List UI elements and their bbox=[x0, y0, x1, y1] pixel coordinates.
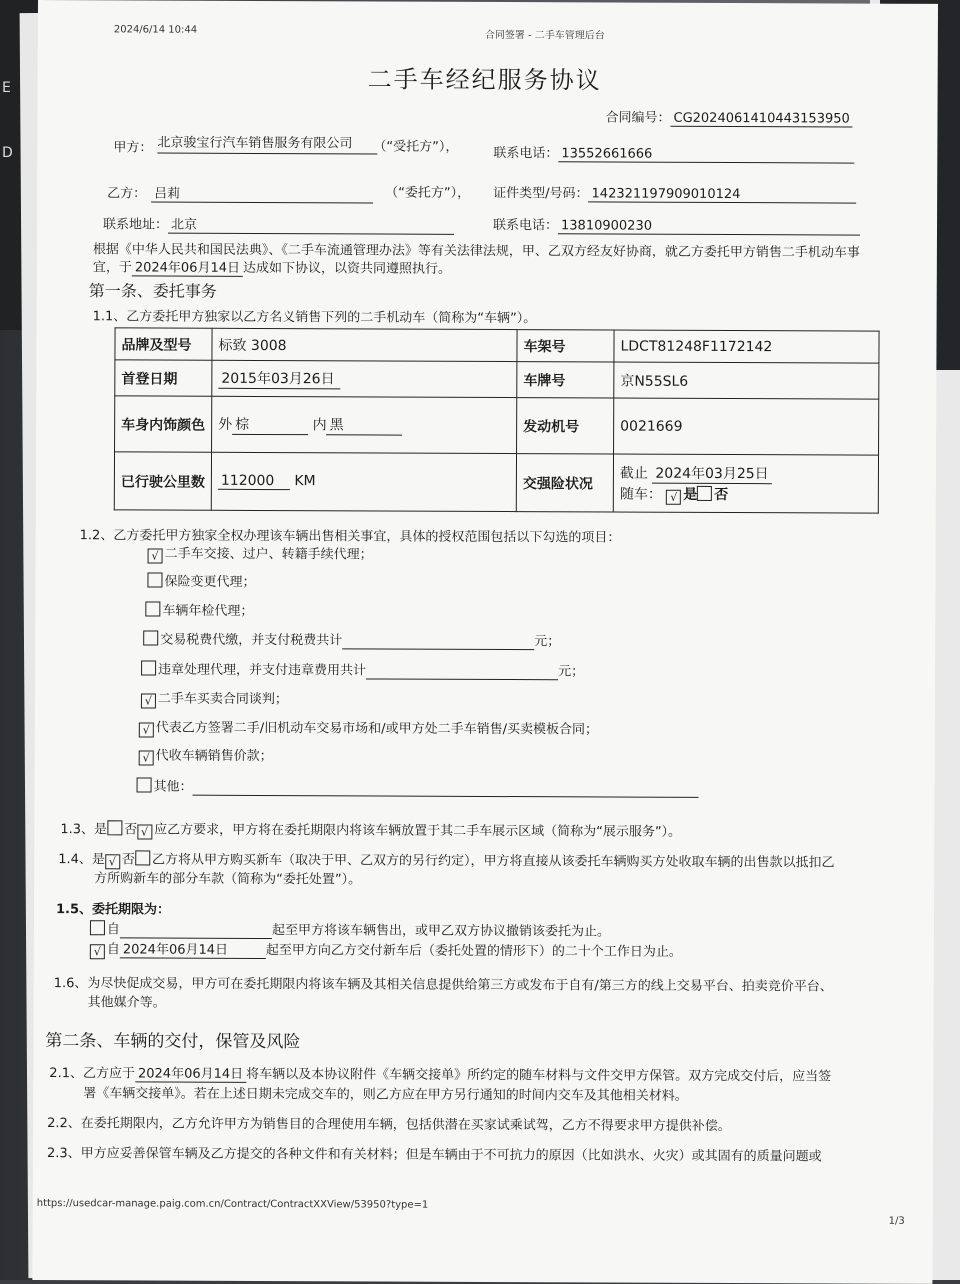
yes-label: 是 bbox=[683, 486, 698, 503]
table-row bbox=[115, 328, 879, 363]
other-field[interactable] bbox=[193, 780, 699, 798]
option-label: 代收车辆销售价款； bbox=[155, 748, 273, 765]
key-d-glyph: D bbox=[2, 145, 13, 161]
checkbox-option[interactable]: √ bbox=[141, 693, 156, 708]
checkbox-option[interactable] bbox=[141, 660, 156, 675]
brand-value: 标致 3008 bbox=[212, 328, 517, 361]
exterior-label: 外 bbox=[218, 416, 233, 433]
address bbox=[103, 213, 454, 235]
insurance-date: 2024年03月25日 bbox=[652, 462, 771, 484]
clause-1-4-line2: 方所购新车的部分车款（简称为“委托处置”）。 bbox=[94, 871, 362, 888]
address-label: 联系地址： bbox=[102, 217, 169, 233]
checkbox-yes[interactable] bbox=[107, 820, 122, 835]
option-label: 车辆年检代理； bbox=[162, 603, 254, 619]
checkbox-option[interactable] bbox=[145, 601, 160, 616]
party-b-id bbox=[493, 182, 856, 204]
tax-amount-field[interactable] bbox=[342, 633, 534, 650]
checkbox-yes[interactable]: √ bbox=[105, 854, 120, 869]
clause-1-5-title: 1.5、委托期限为： bbox=[55, 902, 171, 918]
color-label: 车身内饰颜色 bbox=[115, 396, 212, 452]
print-datetime: 2024/6/14 10:44 bbox=[113, 24, 198, 36]
term-from: 自 bbox=[106, 942, 120, 958]
party-b-label: 乙方： bbox=[107, 186, 147, 202]
party-b-name-wrap bbox=[151, 182, 373, 203]
insurance-with-car bbox=[620, 483, 872, 505]
vin-value: LDCT81248F1172142 bbox=[614, 330, 879, 363]
option-tax bbox=[143, 628, 560, 650]
yes-label: 是 bbox=[91, 852, 105, 868]
article1-title: 第一条、委托事务 bbox=[88, 281, 217, 301]
clause-1-1: 1.1、乙方委托甲方独家以乙方名义销售下列的二手机动车（简称为“车辆”）。 bbox=[92, 309, 537, 327]
checkbox-term[interactable]: √ bbox=[90, 944, 105, 959]
party-b-id-label: 证件类型/号码： bbox=[493, 185, 589, 202]
term-start-field[interactable] bbox=[120, 922, 272, 939]
option-sign-contract bbox=[139, 716, 598, 739]
party-a-role: （“受托方”）， bbox=[373, 139, 459, 155]
table-row bbox=[114, 452, 878, 513]
mileage-cell bbox=[211, 452, 516, 511]
checkbox-yes[interactable]: √ bbox=[666, 489, 681, 504]
clause-1-3 bbox=[60, 818, 681, 842]
checkbox-option[interactable] bbox=[147, 572, 162, 587]
option-negotiation bbox=[141, 687, 288, 709]
clause-1-2: 1.2、乙方委托甲方独家全权办理该车辆出售相关事宜，具体的授权范围包括以下勾选的项目： bbox=[79, 528, 621, 546]
yes-label: 是 bbox=[94, 822, 108, 838]
party-a-phone bbox=[493, 142, 854, 164]
clause-1-6: 1.6、为尽快促成交易，甲方可在委托期限内将该车辆及其相关信息提供给第三方或发布于自有/第三方的线上交易平台、拍卖竞价平台、 bbox=[53, 976, 833, 995]
interior-label: 内 bbox=[312, 417, 327, 434]
table-row bbox=[115, 360, 879, 399]
intro-line2 bbox=[93, 256, 451, 278]
intro-line1: 根据《中华人民共和国民法典》、《二手车流通管理办法》等有关法律法规，甲、乙双方经友好协商，就乙方委托甲方销售二手机动车事 bbox=[92, 242, 860, 261]
term-option-1 bbox=[90, 918, 610, 940]
option-label: 二手车交接、过户、转籍手续代理； bbox=[164, 546, 373, 563]
party-b-phone-label: 联系电话： bbox=[492, 217, 559, 234]
checkbox-no[interactable]: √ bbox=[137, 824, 152, 839]
article2-title: 第二条、车辆的交付，保管及风险 bbox=[45, 1031, 301, 1053]
party-b-phone bbox=[493, 214, 860, 236]
party-a-name: 北京骏宝行汽车销售服务有限公司 bbox=[157, 135, 377, 155]
contract-page bbox=[32, 0, 938, 1284]
insurance-cell bbox=[613, 454, 878, 513]
mileage-unit: KM bbox=[294, 473, 316, 490]
table-row bbox=[115, 396, 879, 455]
engine-label: 发动机号 bbox=[517, 398, 614, 454]
term-from: 自 bbox=[106, 922, 120, 938]
party-a-phone-label: 联系电话： bbox=[493, 145, 559, 162]
no-label: 否 bbox=[714, 486, 729, 503]
option-violation bbox=[141, 658, 584, 680]
violation-amount-field[interactable] bbox=[366, 663, 558, 680]
party-b-role: （“委托方”）， bbox=[385, 185, 471, 201]
footer-url: https://usedcar-manage.paig.com.cn/Contract/ContractXXView/53950?type=1 bbox=[36, 1198, 429, 1211]
party-a-label: 甲方： bbox=[113, 140, 153, 156]
option-label: 交易税费代缴，并支付税费共计 bbox=[160, 632, 343, 649]
document-title: 二手车经纪服务协议 bbox=[367, 65, 602, 95]
checkbox-no[interactable] bbox=[697, 485, 712, 500]
intro-date: 2024年06月14日 bbox=[132, 256, 243, 276]
clause-text: 应乙方要求，甲方将在委托期限内将该车辆放置于其二手车展示区域（简称为“展示服务”）。 bbox=[154, 822, 682, 840]
tax-unit: 元； bbox=[534, 634, 561, 650]
clause-2-3: 2.3、甲方应妥善保管车辆及乙方提交的各种文件和有关材料；但是车辆由于不可抗力的原因（比如洪水、火灾）或其固有的质量问题或 bbox=[46, 1146, 822, 1165]
checkbox-option[interactable]: √ bbox=[148, 548, 163, 563]
option-label: 保险变更代理； bbox=[164, 574, 256, 590]
checkbox-option[interactable] bbox=[137, 777, 152, 792]
clause-text: 乙方将从甲方购买新车（取决于甲、乙双方的另行约定），甲方将直接从该委托车辆购买方处收取车辆的出售款以抵扣乙 bbox=[151, 852, 835, 871]
option-label: 违章处理代理，并支付违章费用共计 bbox=[158, 662, 367, 679]
brand-label: 品牌及型号 bbox=[115, 328, 212, 360]
option-insurance bbox=[147, 570, 255, 589]
clause-post: 将车辆以及本协议附件《车辆交接单》所约定的随车材料与文件交甲方保管。双方完成交付后，应当签 bbox=[246, 1066, 832, 1085]
plate-value: 京N55SL6 bbox=[614, 362, 879, 399]
term-text: 起至甲方向乙方交付新车后（委托处置的情形下）的二十个工作日为止。 bbox=[265, 943, 682, 960]
no-label: 否 bbox=[124, 822, 138, 838]
party-b-phone-value: 13810900230 bbox=[558, 218, 860, 235]
reg-date-value: 2015年03月26日 bbox=[218, 368, 340, 390]
page-number: 1/3 bbox=[888, 1215, 905, 1227]
color-cell bbox=[212, 396, 517, 453]
option-inspection bbox=[145, 599, 253, 618]
clause-num: 1.3、 bbox=[60, 822, 95, 838]
exterior-color: 棕 bbox=[232, 414, 308, 435]
option-label: 二手车买卖合同谈判； bbox=[157, 691, 288, 708]
checkbox-term[interactable] bbox=[90, 920, 105, 935]
clause-2-2: 2.2、在委托期限内，乙方允许甲方为销售目的合理使用车辆，包括供潜在买家试乘试驾，乙方不得要求甲方提供补偿。 bbox=[47, 1116, 731, 1135]
mileage-value: 112000 bbox=[218, 473, 290, 490]
interior-color: 黑 bbox=[327, 414, 403, 435]
option-label: 代表乙方签署二手/旧机动车交易市场和/或甲方处二手车销售/买卖模板合同； bbox=[155, 720, 598, 738]
term-text: 起至甲方将该车辆售出，或甲乙双方协议撤销该委托为止。 bbox=[271, 923, 611, 940]
no-label: 否 bbox=[121, 852, 136, 868]
insurance-label: 交强险状况 bbox=[516, 454, 613, 512]
checkbox-option[interactable]: √ bbox=[139, 750, 154, 765]
option-other bbox=[137, 775, 699, 797]
plate-label: 车牌号 bbox=[517, 362, 614, 398]
clause-pre: 2.1、乙方应于 bbox=[49, 1066, 136, 1082]
insurance-expiry-label: 截止 bbox=[619, 465, 648, 482]
checkbox-option[interactable]: √ bbox=[139, 722, 154, 737]
option-label: 其他： bbox=[153, 779, 193, 795]
reg-date-label: 首登日期 bbox=[115, 360, 212, 396]
print-system-title: 合同签署 - 二手车管理后台 bbox=[484, 29, 605, 42]
party-b-id-value: 142321197909010124 bbox=[589, 186, 857, 203]
vin-label: 车架号 bbox=[517, 330, 614, 362]
option-collect-payment bbox=[139, 744, 273, 766]
checkbox-option[interactable] bbox=[143, 630, 158, 645]
clause-2-1-line2: 署《车辆交接单》。若在上述日期未完成交车的，则乙方应在甲方另行通知的时间内交车及其他相关材料。 bbox=[83, 1086, 688, 1104]
delivery-date: 2024年06月14日 bbox=[135, 1062, 246, 1082]
party-b-name: 吕莉 bbox=[151, 182, 373, 203]
intro-post: 达成如下协议，以资共同遵照执行。 bbox=[242, 260, 452, 277]
vehicle-info-table bbox=[114, 327, 880, 513]
reg-date-cell bbox=[212, 360, 517, 397]
mileage-label: 已行驶公里数 bbox=[114, 452, 211, 510]
term-option-2 bbox=[90, 938, 682, 962]
checkbox-no[interactable] bbox=[135, 850, 150, 865]
intro-pre: 宜，于 bbox=[92, 260, 132, 276]
party-a-phone-value: 13552661666 bbox=[558, 146, 854, 163]
address-value: 北京 bbox=[168, 214, 454, 235]
term-start-date: 2024年06月14日 bbox=[120, 938, 266, 959]
violation-unit: 元； bbox=[558, 664, 585, 680]
clause-1-6-line2: 其他媒介等。 bbox=[87, 995, 166, 1011]
option-handover bbox=[148, 542, 373, 564]
key-e-glyph: E bbox=[2, 80, 11, 96]
contract-number-label: 合同编号： bbox=[605, 110, 671, 126]
insurance-expiry bbox=[620, 462, 872, 484]
engine-value: 0021669 bbox=[614, 398, 879, 455]
contract-number-value: CG2024061410443153950 bbox=[670, 111, 852, 128]
contract-number bbox=[605, 106, 852, 127]
clause-num: 1.4、 bbox=[58, 852, 92, 868]
with-car-label: 随车： bbox=[619, 486, 662, 503]
